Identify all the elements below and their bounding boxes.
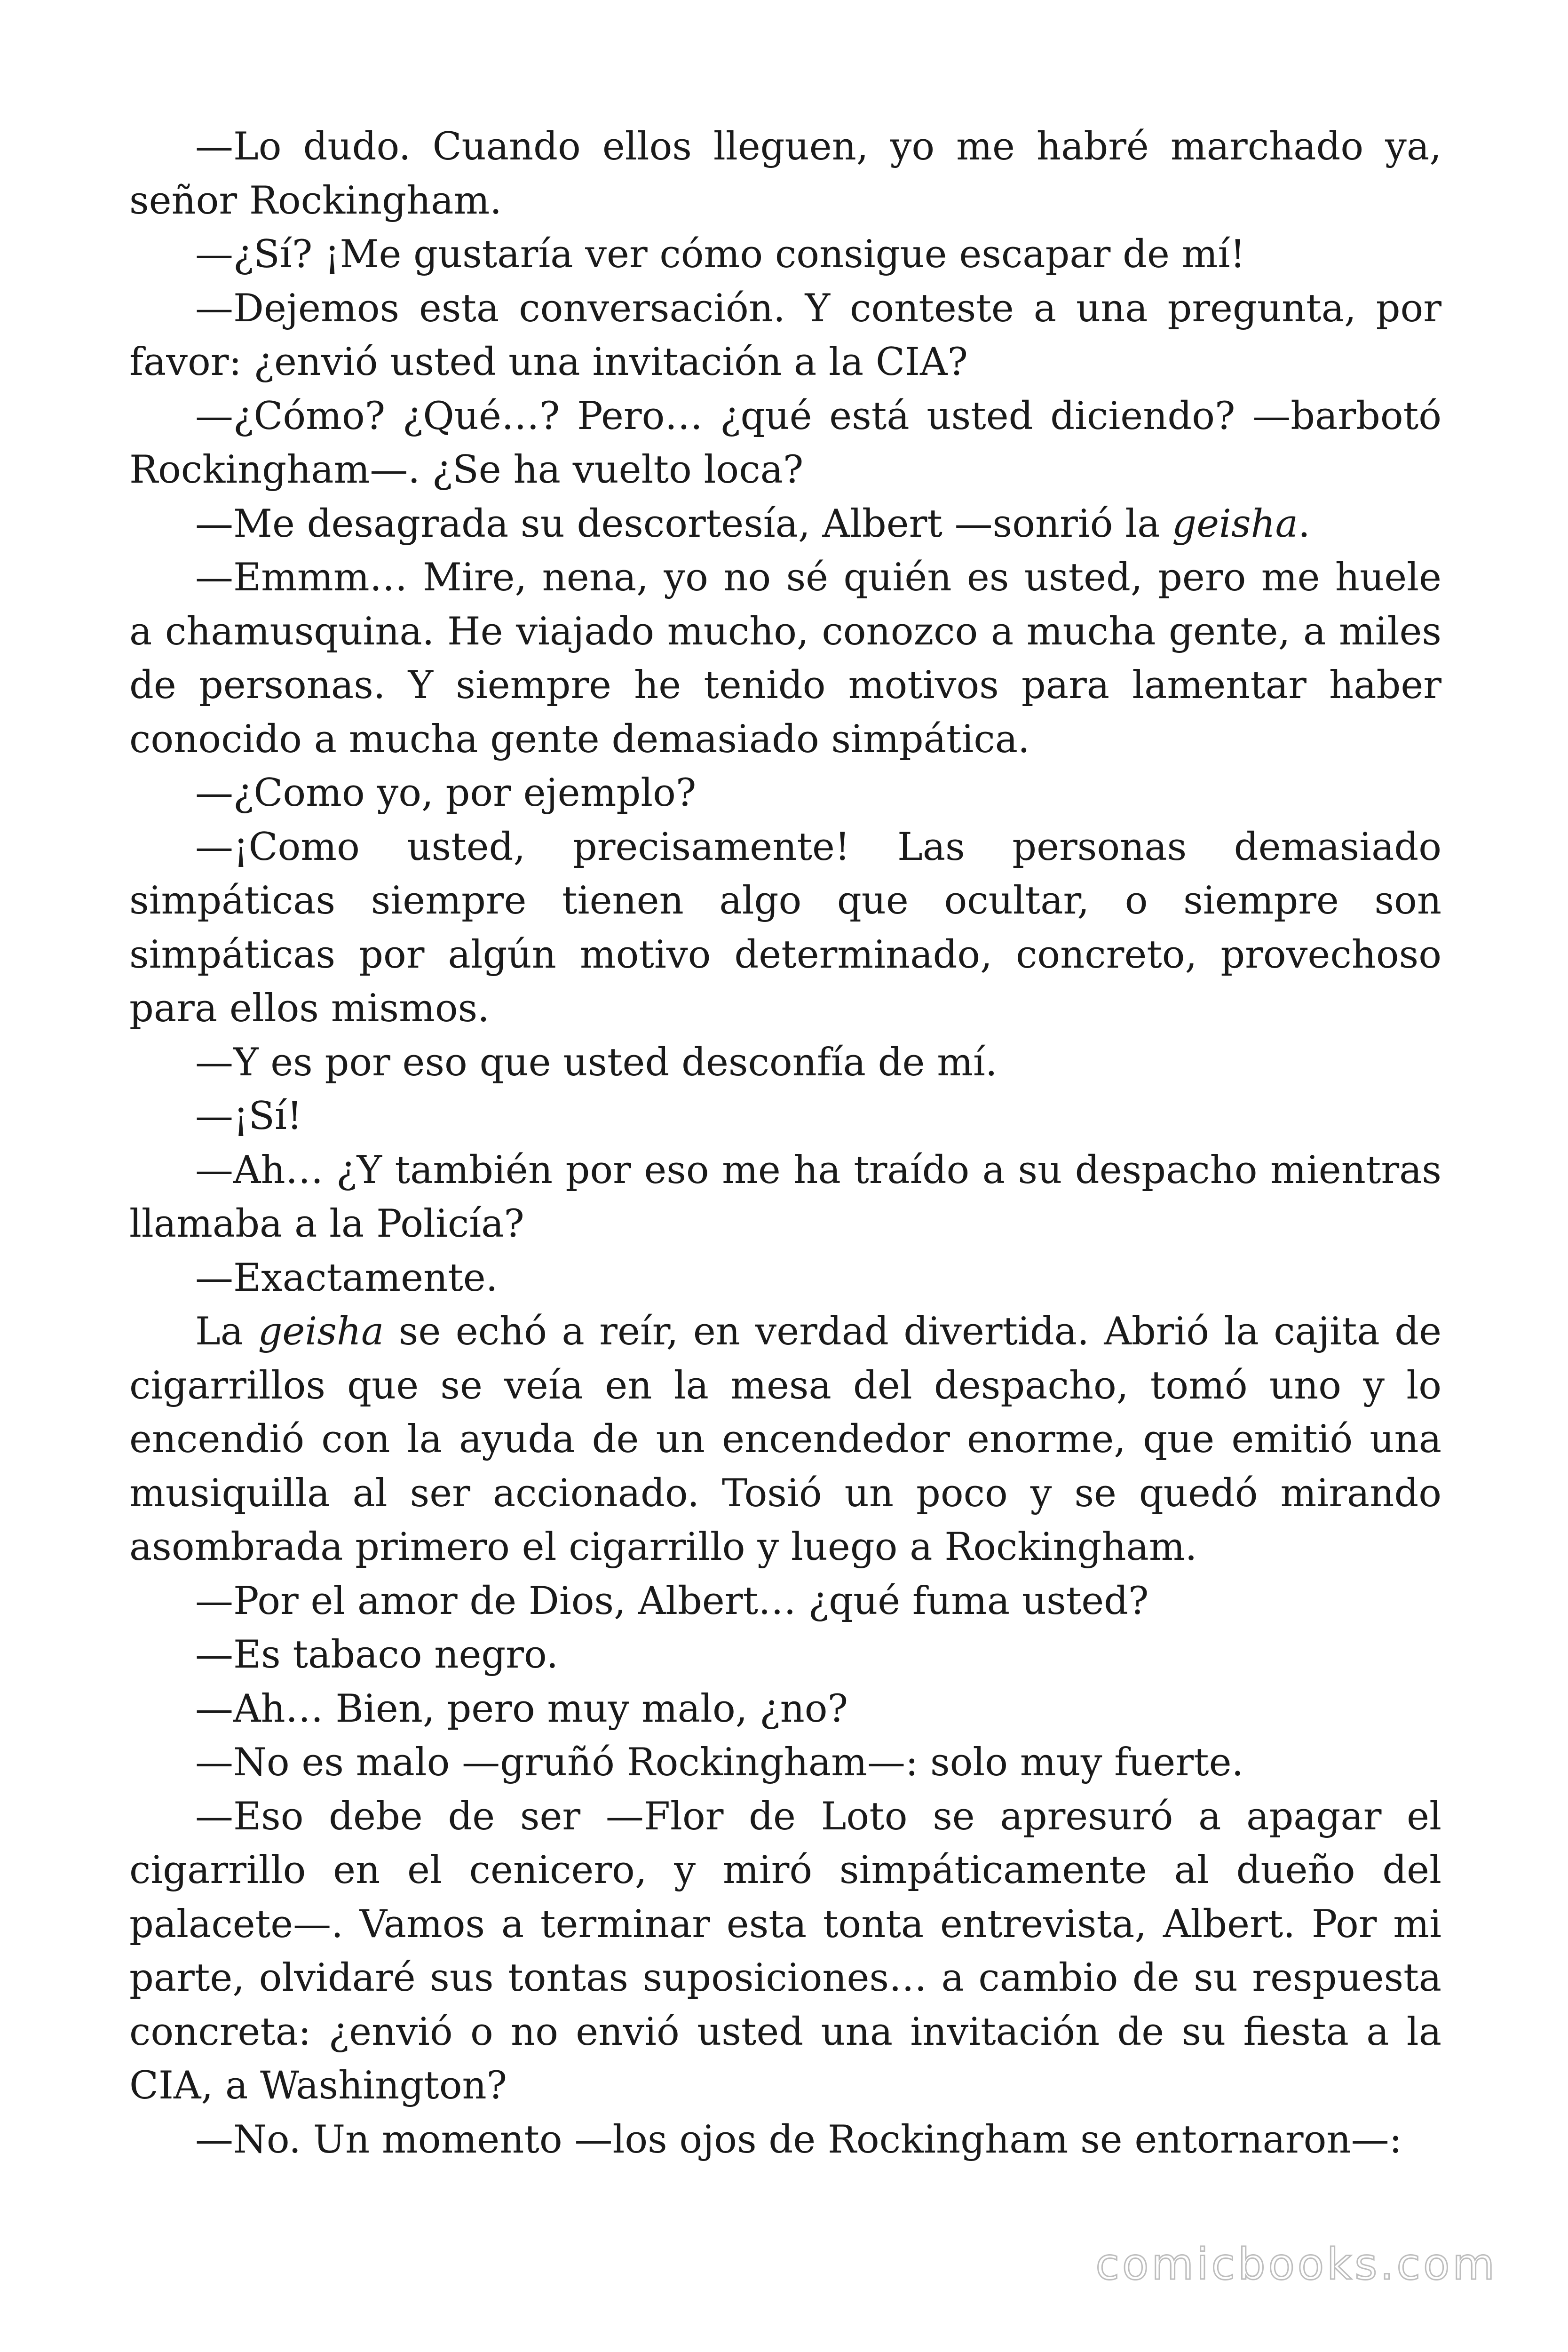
paragraph-8: —¡Como usted, precisamente! Las personas demasiado simpáticas siempre tienen algo que ocultar, o siempre son simpáticas por algún motivo determinado, concreto, provechoso para ellos mismos. (129, 825, 1441, 1031)
paragraph-5: —Me desagrada su descortesía, Albert —sonrió la geisha. (195, 501, 1310, 546)
paragraph-4: —¿Cómo? ¿Qué…? Pero… ¿qué está usted diciendo? —barbotó Rockingham—. ¿Se ha vuelto loca? (129, 394, 1441, 492)
paragraph-10: —¡Sí! (195, 1094, 302, 1138)
paragraph-14: —Por el amor de Dios, Albert… ¿qué fuma usted? (195, 1579, 1149, 1623)
paragraph-3: —Dejemos esta conversación. Y conteste a una pregunta, por favor: ¿envió usted una invitación a la CIA? (129, 286, 1441, 384)
paragraph-15: —Es tabaco negro. (195, 1633, 559, 1677)
italic-word: geisha (1172, 501, 1298, 546)
body-text (129, 120, 1441, 2167)
paragraph-13: La geisha se echó a reír, en verdad divertida. Abrió la cajita de cigarrillos que se veía en la mesa del despacho, tomó uno y lo encendió con la ayuda de un encendedor enorme, que emitió una musiquilla al ser accionado. Tosió un poco y se quedó mirando asombrada primero el cigarrillo y luego a Rockingham. (129, 1310, 1442, 1569)
paragraph-16: —Ah… Bien, pero muy malo, ¿no? (195, 1686, 848, 1731)
paragraph-18: —Eso debe de ser —Flor de Loto se apresuró a apagar el cigarrillo en el cenicero, y miró simpáticamente al dueño del palacete—. Vamos a terminar esta tonta entrevista, Albert. Por mi parte, olvidaré sus tontas suposiciones… a cambio de su respuesta concreta: ¿envió o no envió usted una invitación de su fiesta a la CIA, a Washington? (129, 1794, 1441, 2108)
paragraph-6: —Emmm… Mire, nena, yo no sé quién es usted, pero me huele a chamusquina. He viajado mucho, conozco a mucha gente, a miles de personas. Y siempre he tenido motivos para lamentar haber conocido a mucha gente demasiado simpática. (129, 556, 1441, 762)
paragraph-11: —Ah… ¿Y también por eso me ha traído a su despacho mientras llamaba a la Policía? (129, 1148, 1441, 1246)
paragraph-12: —Exactamente. (195, 1255, 498, 1300)
paragraph-1: —Lo dudo. Cuando ellos lleguen, yo me habré marchado ya, señor Rockingham. (129, 125, 1441, 223)
paragraph-7: —¿Como yo, por ejemplo? (195, 771, 697, 815)
italic-word: geisha (258, 1310, 384, 1354)
watermark: comicbooks.com (1095, 2239, 1497, 2289)
paragraph-17: —No es malo —gruñó Rockingham—: solo muy fuerte. (195, 1740, 1244, 1785)
paragraph-2: —¿Sí? ¡Me gustaría ver cómo consigue escapar de mí! (195, 232, 1245, 277)
paragraph-19: —No. Un momento —los ojos de Rockingham se entornaron—: (195, 2117, 1402, 2162)
paragraph-9: —Y es por eso que usted desconfía de mí. (195, 1040, 998, 1085)
